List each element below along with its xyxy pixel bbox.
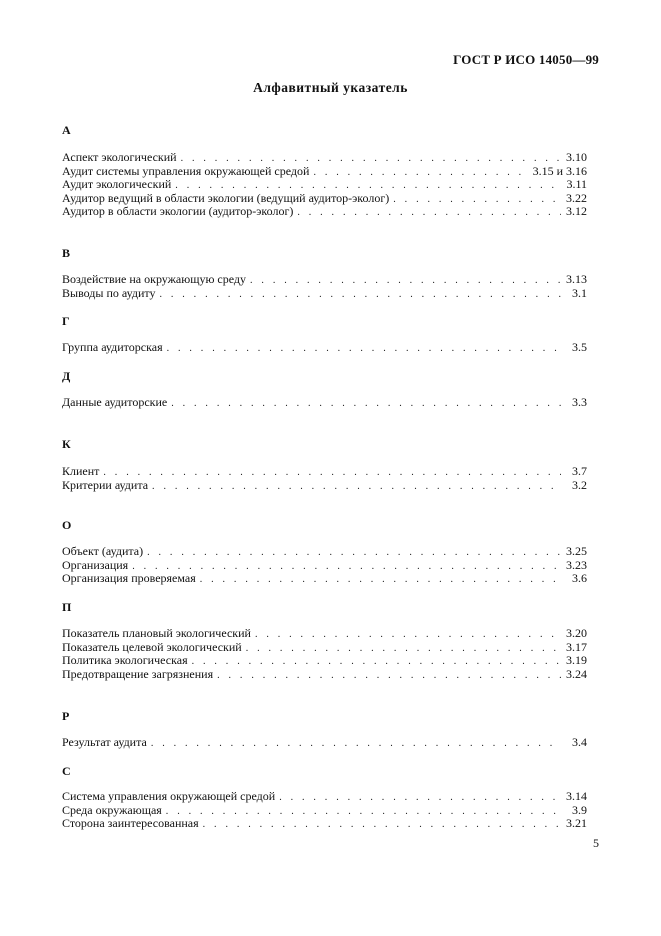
section-letter: В [62, 246, 71, 260]
index-entry [62, 465, 587, 479]
dot-leader [203, 818, 561, 832]
entry-term: Объект (аудита) [62, 544, 144, 558]
section-letter: Д [62, 369, 71, 383]
dot-leader [159, 288, 561, 302]
index-entry [62, 287, 587, 301]
entry-term: Аудитор в области экологии (аудитор-эколог) [62, 204, 294, 219]
entry-term: Показатель плановый экологический [62, 626, 251, 640]
section-entries [62, 396, 587, 410]
entry-ref: 3.20 [566, 626, 587, 640]
section-entries [62, 790, 587, 831]
dot-leader [246, 642, 561, 656]
entry-ref: 3.11 [566, 177, 587, 192]
index-entry [62, 654, 587, 668]
dot-leader [103, 466, 561, 480]
dot-leader [192, 655, 561, 669]
index-entry [62, 627, 587, 641]
section-letter: А [62, 123, 71, 137]
entry-ref: 3.3 [572, 395, 587, 409]
entry-ref: 3.6 [572, 571, 587, 586]
entry-ref: 3.24 [566, 666, 587, 681]
section-entries [62, 341, 587, 355]
page-title: Алфавитный указатель [253, 80, 408, 95]
section-letter: П [62, 600, 72, 614]
dot-leader [279, 791, 561, 805]
page-number: 5 [593, 836, 599, 850]
entry-term: Воздействие на окружающую среду [62, 272, 247, 286]
entry-term: Сторона заинтересованная [62, 816, 199, 831]
section-letter: Г [62, 314, 70, 328]
entry-ref: 3.19 [566, 653, 587, 668]
entry-ref: 3.5 [572, 340, 587, 354]
dot-leader [151, 737, 561, 751]
index-entry [62, 668, 587, 682]
dot-leader [217, 669, 561, 683]
entry-term: Политика экологическая [62, 653, 188, 668]
index-entry [62, 273, 587, 287]
dot-leader [147, 546, 561, 560]
index-entry [62, 479, 587, 493]
section-entries [62, 273, 587, 300]
index-entry [62, 559, 587, 573]
section-letter: Р [62, 709, 70, 723]
entry-ref: 3.10 [566, 150, 587, 164]
index-entry [62, 178, 587, 192]
entry-term: Данные аудиторские [62, 395, 168, 409]
entry-term: Организация проверяемая [62, 571, 196, 586]
entry-term: Аудит экологический [62, 177, 172, 192]
entry-term: Аудитор ведущий в области экологии (ведущий аудитор-эколог) [62, 190, 390, 205]
index-entry [62, 151, 587, 165]
entry-term: Система управления окружающей средой [62, 789, 276, 803]
entry-ref: 3.15 и 3.16 [532, 163, 587, 178]
dot-leader [200, 573, 561, 587]
entry-ref: 3.21 [566, 816, 587, 831]
section-letter: С [62, 764, 71, 778]
entry-ref: 3.1 [572, 285, 587, 300]
section-entries [62, 545, 587, 586]
entry-ref: 3.22 [566, 190, 587, 205]
dot-leader [297, 206, 561, 220]
entry-term: Критерии аудита [62, 477, 149, 492]
entry-term: Организация [62, 557, 129, 572]
dot-leader [166, 805, 561, 819]
index-entry [62, 165, 587, 179]
entry-ref: 3.4 [572, 735, 587, 749]
dot-leader [313, 166, 528, 180]
document-code: ГОСТ Р ИСО 14050—99 [453, 52, 599, 67]
dot-leader [152, 480, 561, 494]
index-entry [62, 804, 587, 818]
index-entry [62, 572, 587, 586]
entry-ref: 3.2 [572, 477, 587, 492]
index-entry [62, 396, 587, 410]
entry-term: Аудит системы управления окружающей средой [62, 163, 310, 178]
entry-term: Среда окружающая [62, 802, 162, 817]
dot-leader [132, 560, 561, 574]
entry-ref: 3.25 [566, 544, 587, 558]
dot-leader [171, 397, 561, 411]
entry-ref: 3.13 [566, 272, 587, 286]
entry-ref: 3.12 [566, 204, 587, 219]
section-letter: К [62, 437, 71, 451]
entry-term: Аспект экологический [62, 150, 177, 164]
entry-term: Группа аудиторская [62, 340, 163, 354]
section-letter: О [62, 518, 72, 532]
index-entry [62, 341, 587, 355]
entry-term: Предотвращение загрязнения [62, 666, 214, 681]
index-entry [62, 817, 587, 831]
index-entry [62, 790, 587, 804]
entry-term: Показатель целевой экологический [62, 639, 242, 654]
index-entry [62, 192, 587, 206]
entry-ref: 3.7 [572, 464, 587, 478]
dot-leader [250, 274, 561, 288]
entry-ref: 3.9 [572, 802, 587, 817]
entry-term: Выводы по аудиту [62, 285, 156, 300]
index-entry [62, 545, 587, 559]
entry-ref: 3.23 [566, 557, 587, 572]
entry-ref: 3.14 [566, 789, 587, 803]
index-entry [62, 641, 587, 655]
section-entries [62, 736, 587, 750]
section-entries [62, 627, 587, 681]
index-entry [62, 205, 587, 219]
entry-term: Результат аудита [62, 735, 147, 749]
index-entry [62, 736, 587, 750]
section-entries [62, 465, 587, 492]
dot-leader [255, 628, 561, 642]
dot-leader [167, 342, 561, 356]
section-entries [62, 151, 587, 219]
entry-term: Клиент [62, 464, 100, 478]
entry-ref: 3.17 [566, 639, 587, 654]
dot-leader [393, 193, 561, 207]
